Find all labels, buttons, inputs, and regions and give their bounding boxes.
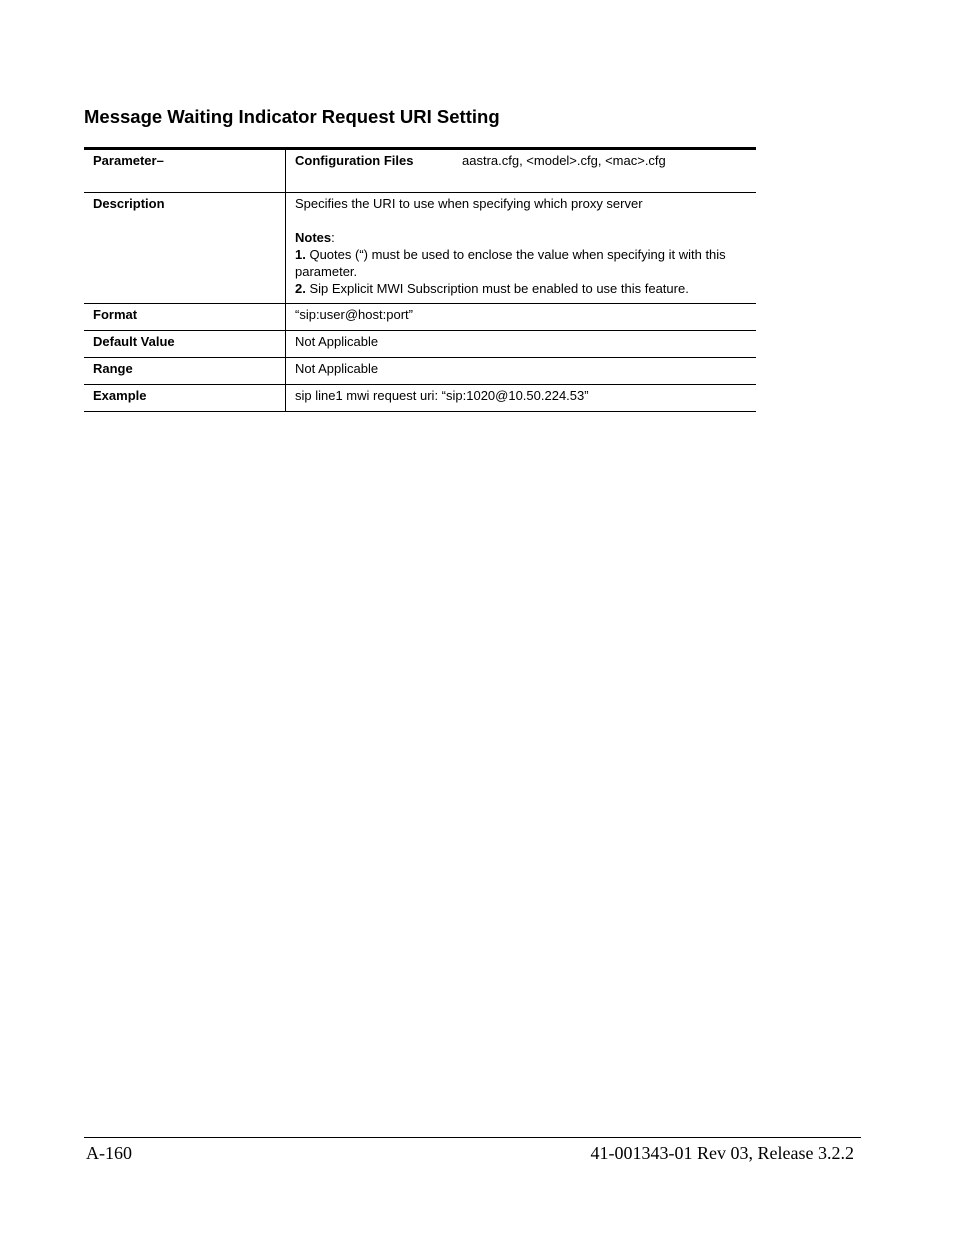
range-label	[84, 358, 286, 385]
document-id: 41-001343-01 Rev 03, Release 3.2.2	[590, 1143, 854, 1163]
parameter-label	[84, 149, 286, 193]
config-files-value: aastra.cfg, <model>.cfg, <mac>.cfg	[462, 153, 666, 168]
description-cell	[286, 193, 757, 304]
description-text: Specifies the URI to use when specifying which proxy server	[295, 196, 643, 211]
example-value	[286, 385, 757, 412]
example-value-text: sip line1 mwi request uri: “sip:1020@10.50.224.53”	[295, 388, 589, 403]
table-row-range	[84, 358, 756, 385]
table-row-default-value	[84, 331, 756, 358]
default-value	[286, 331, 757, 358]
config-files-label: Configuration Files	[295, 153, 414, 168]
format-value	[286, 304, 757, 331]
default-value-label	[84, 331, 286, 358]
table-row-description	[84, 193, 756, 304]
note-1	[295, 246, 747, 280]
format-value-text: “sip:user@host:port”	[295, 307, 413, 322]
table-row-parameter	[84, 149, 756, 193]
range-value	[286, 358, 757, 385]
note-1-number: 1.	[295, 247, 306, 262]
format-label-text: Format	[93, 307, 138, 322]
note-2	[295, 280, 747, 297]
config-files-cell	[286, 149, 757, 193]
table-row-format	[84, 304, 756, 331]
parameter-table	[84, 147, 756, 412]
default-value-text: Not Applicable	[295, 334, 379, 349]
example-label	[84, 385, 286, 412]
note-1-text: Quotes (“) must be used to enclose the value when specifying it with this parameter.	[295, 247, 726, 279]
notes-colon: :	[331, 230, 335, 245]
table-row-example	[84, 385, 756, 412]
description-label-text: Description	[93, 196, 165, 211]
page-number: A-160	[86, 1143, 132, 1163]
default-value-label-text: Default Value	[93, 334, 175, 349]
notes-label: Notes	[295, 230, 332, 245]
range-value-text: Not Applicable	[295, 361, 379, 376]
parameter-label-text: Parameter–	[93, 153, 164, 168]
section-title: Message Waiting Indicator Request URI Setting	[84, 106, 500, 127]
notes-heading	[295, 229, 747, 246]
note-2-text: Sip Explicit MWI Subscription must be enabled to use this feature.	[309, 281, 689, 296]
format-label	[84, 304, 286, 331]
range-label-text: Range	[93, 361, 133, 376]
footer-rule	[84, 1137, 861, 1138]
example-label-text: Example	[93, 388, 147, 403]
note-2-number: 2.	[295, 281, 306, 296]
description-label	[84, 193, 286, 304]
